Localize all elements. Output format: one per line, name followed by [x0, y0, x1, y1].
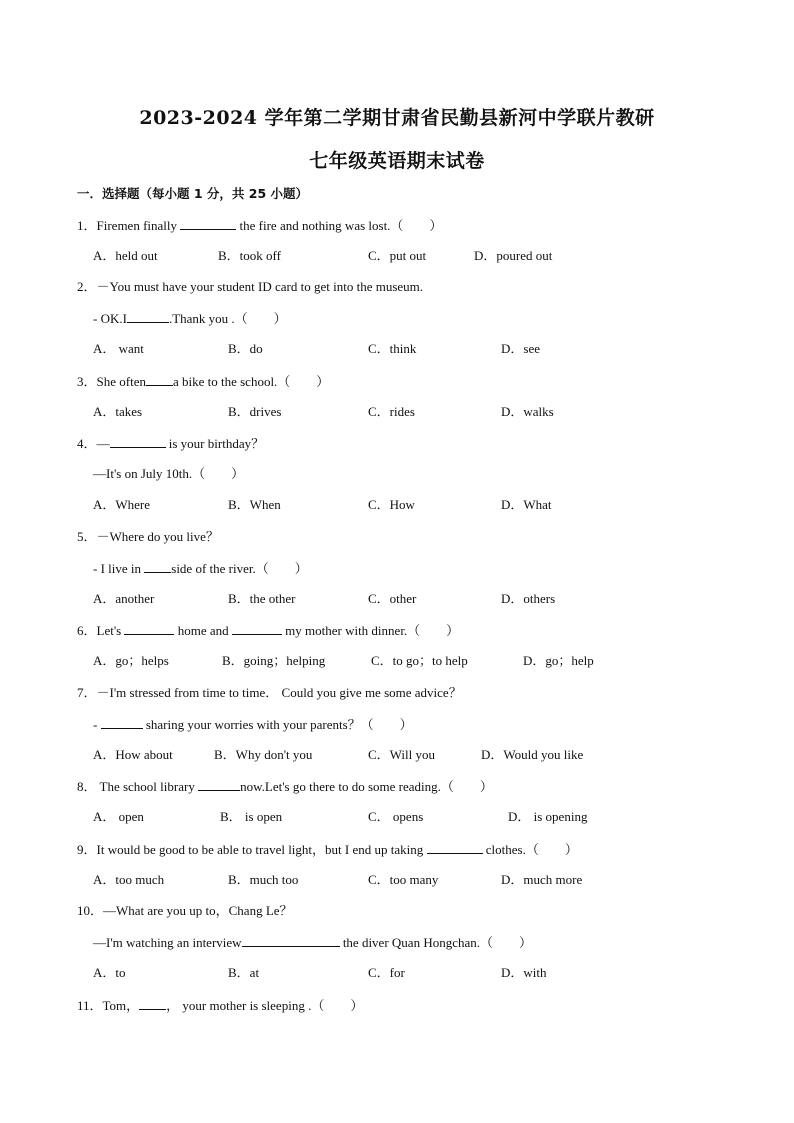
answer-blank: [127, 310, 169, 323]
question-6-option-d: D．go；help: [523, 653, 594, 668]
question-1-option-d: D．poured out: [474, 248, 553, 263]
question-2-option-b: B．do: [228, 341, 263, 356]
question-2-stem: 2．－You must have your student ID card to get into the museum.: [77, 279, 424, 294]
question-4-option-b: B．When: [228, 497, 281, 512]
answer-blank: [180, 217, 236, 230]
question-10-option-b: B．at: [228, 965, 260, 980]
answer-blank: [124, 622, 174, 635]
question-10-option-a: A．to: [93, 965, 126, 980]
question-5-option-d: D．others: [501, 591, 556, 606]
question-2-sub: - OK.I .Thank you .（ ）: [93, 311, 287, 326]
question-3-option-d: D．walks: [501, 404, 554, 419]
question-7-stem: 7．－I'm stressed from time to time． Could you give me some advice？: [77, 685, 462, 700]
question-9-option-b: B．much too: [228, 872, 299, 887]
answer-blank: [139, 997, 166, 1010]
question-6-option-a: A．go；helps: [93, 653, 169, 668]
answer-blank: [198, 778, 240, 791]
question-10-option-d: D．with: [501, 965, 547, 980]
question-3-stem: 3．She often a bike to the school.（ ）: [77, 374, 330, 389]
question-5-sub: - I live in side of the river.（ ）: [93, 561, 308, 576]
question-7-option-c: C．Will you: [368, 747, 436, 762]
answer-blank: [110, 435, 166, 448]
question-4-option-a: A．Where: [93, 497, 151, 512]
question-9-option-d: D．much more: [501, 872, 583, 887]
exam-title-line1: 2023-2024 学年第二学期甘肃省民勤县新河中学联片教研: [139, 107, 655, 129]
question-1-option-a: A．held out: [93, 248, 158, 263]
answer-blank: [144, 560, 171, 573]
answer-blank: [101, 716, 143, 729]
answer-blank: [232, 622, 282, 635]
question-6-option-b: B．going；helping: [222, 653, 326, 668]
question-8-option-c: C． opens: [368, 809, 424, 824]
question-8-option-b: B． is open: [220, 809, 283, 824]
question-9-option-a: A．too much: [93, 872, 165, 887]
question-1-option-c: C．put out: [368, 248, 427, 263]
question-8-stem: 8． The school library now.Let's go there to do some reading.（ ）: [77, 779, 493, 794]
question-4-sub: —It's on July 10th.（ ）: [93, 466, 245, 481]
question-9-stem: 9．It would be good to be able to travel light，but I end up taking clothes.（ ）: [77, 842, 578, 857]
question-4-option-c: C．How: [368, 497, 415, 512]
exam-title-line2: 七年级英语期末试卷: [309, 150, 485, 172]
question-10-stem: 10．—What are you up to，Chang Le？: [77, 903, 293, 918]
question-3-option-b: B．drives: [228, 404, 282, 419]
question-2-option-d: D．see: [501, 341, 540, 356]
question-8-option-a: A． open: [93, 809, 144, 824]
question-6-stem: 6．Let's home and my mother with dinner.（ ）: [77, 623, 460, 638]
question-5-option-c: C．other: [368, 591, 417, 606]
question-4-option-d: D．What: [501, 497, 552, 512]
question-9-option-c: C．too many: [368, 872, 439, 887]
question-7-option-d: D．Would you like: [481, 747, 584, 762]
answer-blank: [242, 934, 340, 947]
question-7-option-a: A．How about: [93, 747, 173, 762]
answer-blank: [427, 841, 483, 854]
answer-blank: [146, 373, 173, 386]
question-4-stem: 4．— is your birthday？: [77, 436, 265, 451]
question-11-stem: 11．Tom， ， your mother is sleeping .（ ）: [77, 998, 364, 1013]
question-3-option-c: C．rides: [368, 404, 415, 419]
section-heading: 一．选择题（每小题 1 分，共 25 小题）: [77, 186, 309, 201]
question-7-option-b: B．Why don't you: [214, 747, 313, 762]
question-1-option-b: B．took off: [218, 248, 281, 263]
question-3-option-a: A．takes: [93, 404, 143, 419]
question-5-option-b: B．the other: [228, 591, 296, 606]
question-10-option-c: C．for: [368, 965, 405, 980]
question-10-sub: —I'm watching an interview the diver Quan Hongchan.（ ）: [93, 935, 532, 950]
question-1-stem: 1．Firemen finally the fire and nothing was lost.（ ）: [77, 218, 443, 233]
question-8-option-d: D． is opening: [508, 809, 588, 824]
question-2-option-a: A． want: [93, 341, 144, 356]
question-6-option-c: C．to go；to help: [371, 653, 468, 668]
question-2-option-c: C．think: [368, 341, 417, 356]
question-5-option-a: A．another: [93, 591, 155, 606]
question-5-stem: 5．－Where do you live？: [77, 529, 219, 544]
question-7-sub: - sharing your worries with your parents？（ ）: [93, 717, 413, 732]
